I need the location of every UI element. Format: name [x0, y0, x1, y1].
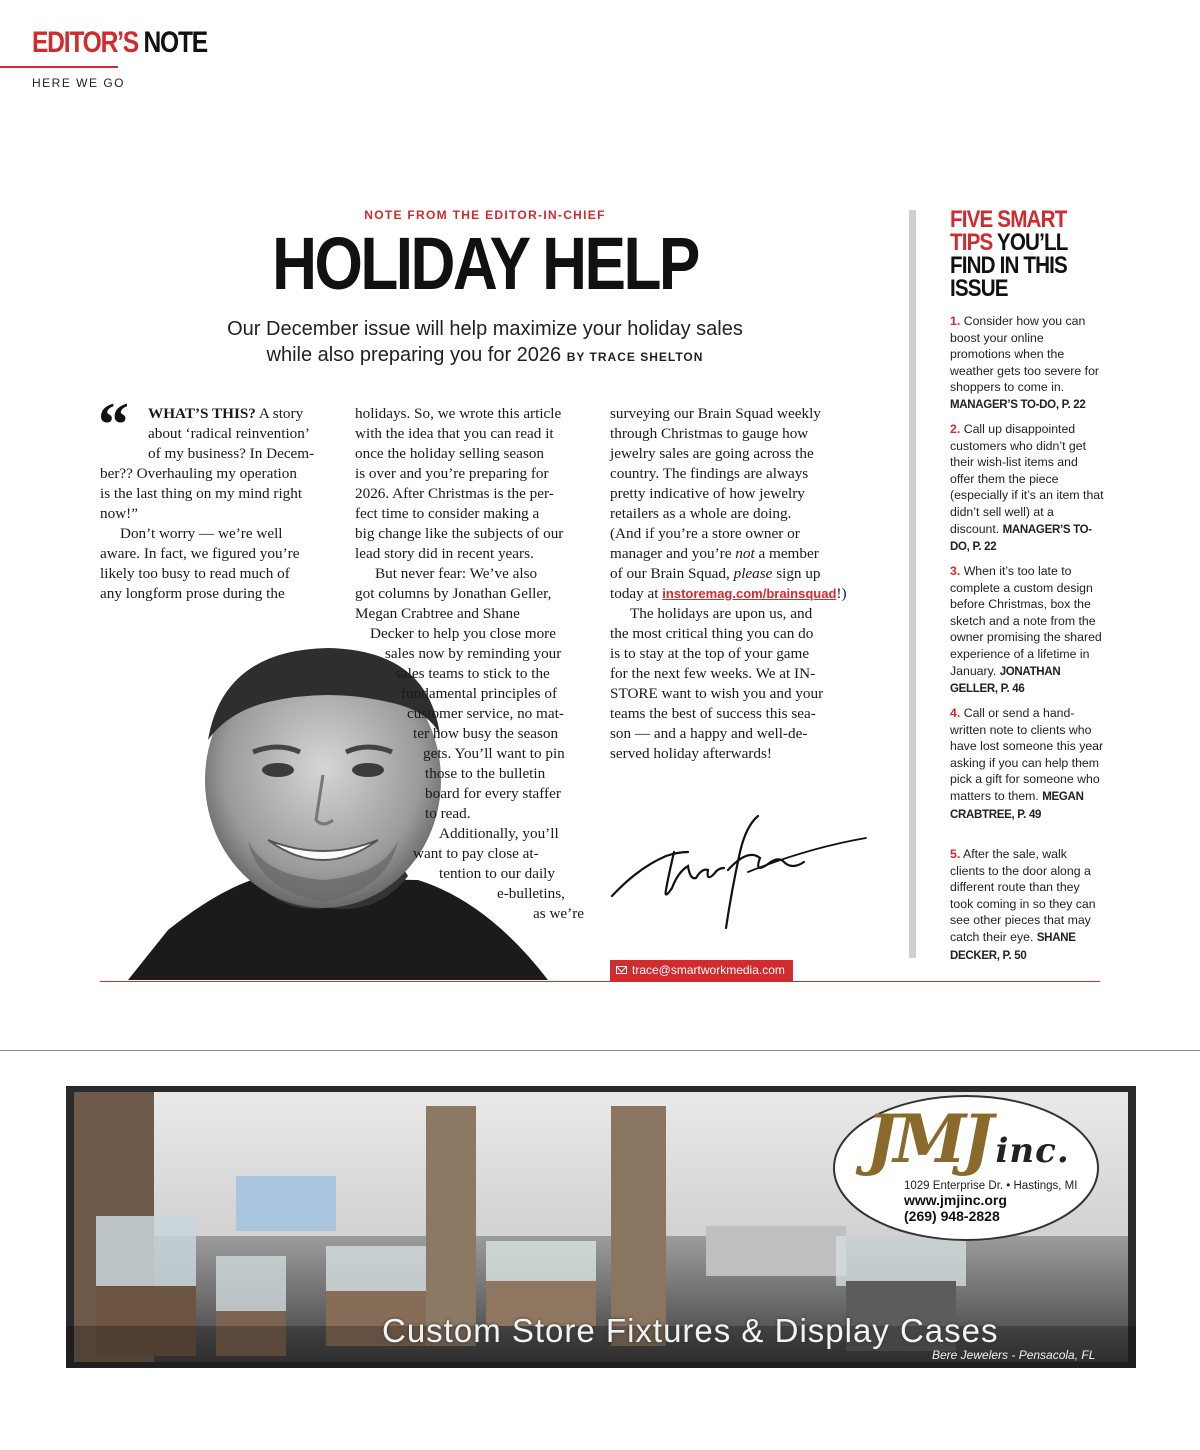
- article-column-1: [100, 404, 340, 604]
- emphasis: please: [733, 565, 773, 582]
- text-line: tention to our daily: [439, 865, 555, 882]
- text-line: Don’t worry — we’re well: [120, 525, 283, 542]
- tip-item: [950, 421, 1105, 556]
- text-line: But never fear: We’ve also: [375, 565, 538, 582]
- text-line: sales teams to stick to the: [395, 665, 550, 682]
- ad-phone: (269) 948-2828: [904, 1208, 1000, 1224]
- text-line: pretty indicative of how jewelry: [610, 485, 805, 502]
- text-line: board for every staffer: [425, 785, 561, 802]
- tip-reference: MANAGER’S TO-DO, P. 22: [950, 398, 1086, 411]
- article-bottom-rule: [100, 981, 1100, 982]
- tip-number: 5.: [950, 847, 961, 861]
- text-line: A story: [258, 405, 304, 422]
- sidebar-title-black: YOU’LL FIND IN THIS ISSUE: [950, 229, 1068, 302]
- email-contact[interactable]: [610, 960, 793, 981]
- tip-number: 3.: [950, 564, 961, 578]
- text-line: got columns by Jonathan Geller,: [355, 585, 552, 602]
- text-line: ber?? Overhauling my operation: [100, 465, 297, 482]
- sidebar-title: [950, 208, 1088, 300]
- text-line: to read.: [425, 805, 471, 822]
- text-span: manager and you’re: [610, 545, 736, 562]
- ad-logo-suffix: inc.: [995, 1131, 1070, 1171]
- section-title-black: NOTE: [143, 26, 207, 59]
- signature: [608, 808, 870, 953]
- text-line: [610, 584, 850, 604]
- text-line: teams the best of success this sea-: [610, 705, 816, 722]
- text-line: retailers as a whole are doing.: [610, 505, 792, 522]
- tip-item: [950, 313, 1105, 414]
- jmj-advertisement[interactable]: [66, 1086, 1136, 1368]
- tip-text: Call or send a hand-written note to clients who have lost someone this year asking if you can help them pick a gift for someone who matters to them.: [950, 706, 1104, 803]
- tip-reference: MANAGER’S TO-DO, P. 22: [950, 523, 1092, 554]
- article-dek: [100, 316, 870, 370]
- text-line: aware. In fact, we figured you’re: [100, 545, 300, 562]
- text-line: fect time to consider making a: [355, 505, 540, 522]
- text-line: Decker to help you close more: [370, 625, 556, 642]
- text-line: lead story did in recent years.: [355, 545, 534, 562]
- sidebar-rule: [909, 210, 916, 958]
- dek-line-2: while also preparing you for 2026: [266, 344, 562, 366]
- tip-reference: SHANE DECKER, P. 50: [950, 931, 1076, 962]
- text-line: Megan Crabtree and Shane: [355, 605, 520, 622]
- section-title: [32, 26, 207, 60]
- text-line: is the last thing on my mind right: [100, 485, 303, 502]
- tip-item: [950, 705, 1105, 823]
- tip-text: After the sale, walk clients to the door along a different route than they took coming in so they can see other pieces that may catch their eye.: [950, 847, 1096, 944]
- tip-item: [950, 846, 1105, 964]
- text-line: fundamental principles of: [401, 685, 558, 702]
- section-title-red: EDITOR’S: [32, 26, 138, 59]
- text-line: once the holiday selling season: [355, 445, 544, 462]
- text-line: [610, 564, 850, 584]
- text-line: of my business? In Decem-: [148, 445, 315, 462]
- ad-tagline: Custom Store Fixtures & Display Cases: [382, 1312, 999, 1349]
- quote-mark-icon: “: [98, 391, 129, 459]
- text-line: now!”: [100, 505, 138, 522]
- tip-reference: MEGAN CRABTREE, P. 49: [950, 790, 1084, 821]
- text-line: as we’re: [533, 905, 585, 922]
- text-line: gets. You’ll want to pin: [423, 745, 565, 762]
- ad-logo-jmj: JMJ: [866, 1100, 990, 1178]
- section-subtitle: HERE WE GO: [32, 76, 126, 90]
- text-line: through Christmas to gauge how: [610, 425, 809, 442]
- article-kicker: NOTE FROM THE EDITOR-IN-CHIEF: [364, 208, 606, 222]
- text-line: the most critical thing you can do: [610, 625, 814, 642]
- tip-text: Call up disappointed customers who didn’t get their wish-list items and offer them the piece (especially if it’s an item that didn’t sell well) at a discount.: [950, 422, 1104, 536]
- ad-website[interactable]: www.jmjinc.org: [904, 1192, 1007, 1208]
- article-column-3: [610, 404, 850, 764]
- email-address[interactable]: trace@smartworkmedia.com: [632, 963, 785, 977]
- text-line: STORE want to wish you and your: [610, 685, 824, 702]
- text-line: jewelry sales are going across the: [610, 445, 814, 462]
- brainsquad-link[interactable]: instoremag.com/brainsquad: [662, 586, 837, 601]
- text-line: 2026. After Christmas is the per-: [355, 485, 554, 502]
- text-line: holidays. So, we wrote this article: [355, 405, 562, 422]
- text-line: e-bulletins,: [497, 885, 565, 902]
- text-line: is to stay at the top of your game: [610, 645, 810, 662]
- emphasis: not: [735, 545, 755, 562]
- sidebar-title-red: FIVE SMART TIPS: [950, 206, 1067, 256]
- text-span: sign up: [772, 565, 821, 582]
- article-column-2: [355, 404, 595, 924]
- text-span: of our Brain Squad,: [610, 565, 734, 582]
- dek-line: Our December issue will help maximize your holiday sales: [227, 318, 743, 340]
- dek-line: [100, 342, 870, 370]
- ad-photo-credit: Bere Jewelers - Pensacola, FL: [932, 1348, 1096, 1362]
- text-line: with the idea that you can read it: [355, 425, 554, 442]
- tip-number: 4.: [950, 706, 961, 720]
- text-span: !): [836, 585, 847, 602]
- text-line: for the next few weeks. We at IN-: [610, 665, 816, 682]
- whats-this-label: WHAT’S THIS?: [148, 405, 256, 422]
- text-line: those to the bulletin: [425, 765, 546, 782]
- tip-number: 2.: [950, 422, 961, 436]
- text-line: (And if you’re a store owner or: [610, 525, 800, 542]
- text-span: today at: [610, 585, 663, 602]
- ad-address: 1029 Enterprise Dr. • Hastings, MI: [904, 1180, 1078, 1192]
- text-line: likely too busy to read much of: [100, 565, 290, 582]
- text-span: a member: [754, 545, 819, 562]
- tip-text: Consider how you can boost your online promotions when the weather gets too severe for shoppers to come in.: [950, 314, 1100, 395]
- header-rule: [0, 66, 118, 68]
- text-line: country. The findings are always: [610, 465, 809, 482]
- mail-icon: [616, 966, 627, 974]
- tip-item: [950, 563, 1105, 698]
- article-headline: HOLIDAY HELP: [272, 222, 698, 305]
- text-line: ter how busy the season: [413, 725, 559, 742]
- text-line: any longform prose during the: [100, 585, 285, 602]
- text-line: surveying our Brain Squad weekly: [610, 405, 821, 422]
- page-divider: [0, 1050, 1200, 1051]
- tip-text: When it’s too late to complete a custom design before Christmas, box the sketch and a note from the owner promising the shared experience of a lifetime in January.: [950, 564, 1102, 678]
- text-line: big change like the subjects of our: [355, 525, 564, 542]
- text-line: served holiday afterwards!: [610, 745, 772, 762]
- text-line: son — and a happy and well-de-: [610, 725, 808, 742]
- ad-logo: [866, 1100, 1070, 1186]
- text-line: about ‘radical reinvention’: [148, 425, 310, 442]
- tip-number: 1.: [950, 314, 961, 328]
- byline: BY TRACE SHELTON: [566, 350, 704, 364]
- text-line: [610, 544, 850, 564]
- text-line: sales now by reminding your: [385, 645, 562, 662]
- tip-reference: JONATHAN GELLER, P. 46: [950, 665, 1061, 696]
- text-line: is over and you’re preparing for: [355, 465, 549, 482]
- text-line: customer service, no mat-: [407, 705, 564, 722]
- text-line: Additionally, you’ll: [439, 825, 559, 842]
- text-line: want to pay close at-: [413, 845, 539, 862]
- text-line: The holidays are upon us, and: [630, 605, 813, 622]
